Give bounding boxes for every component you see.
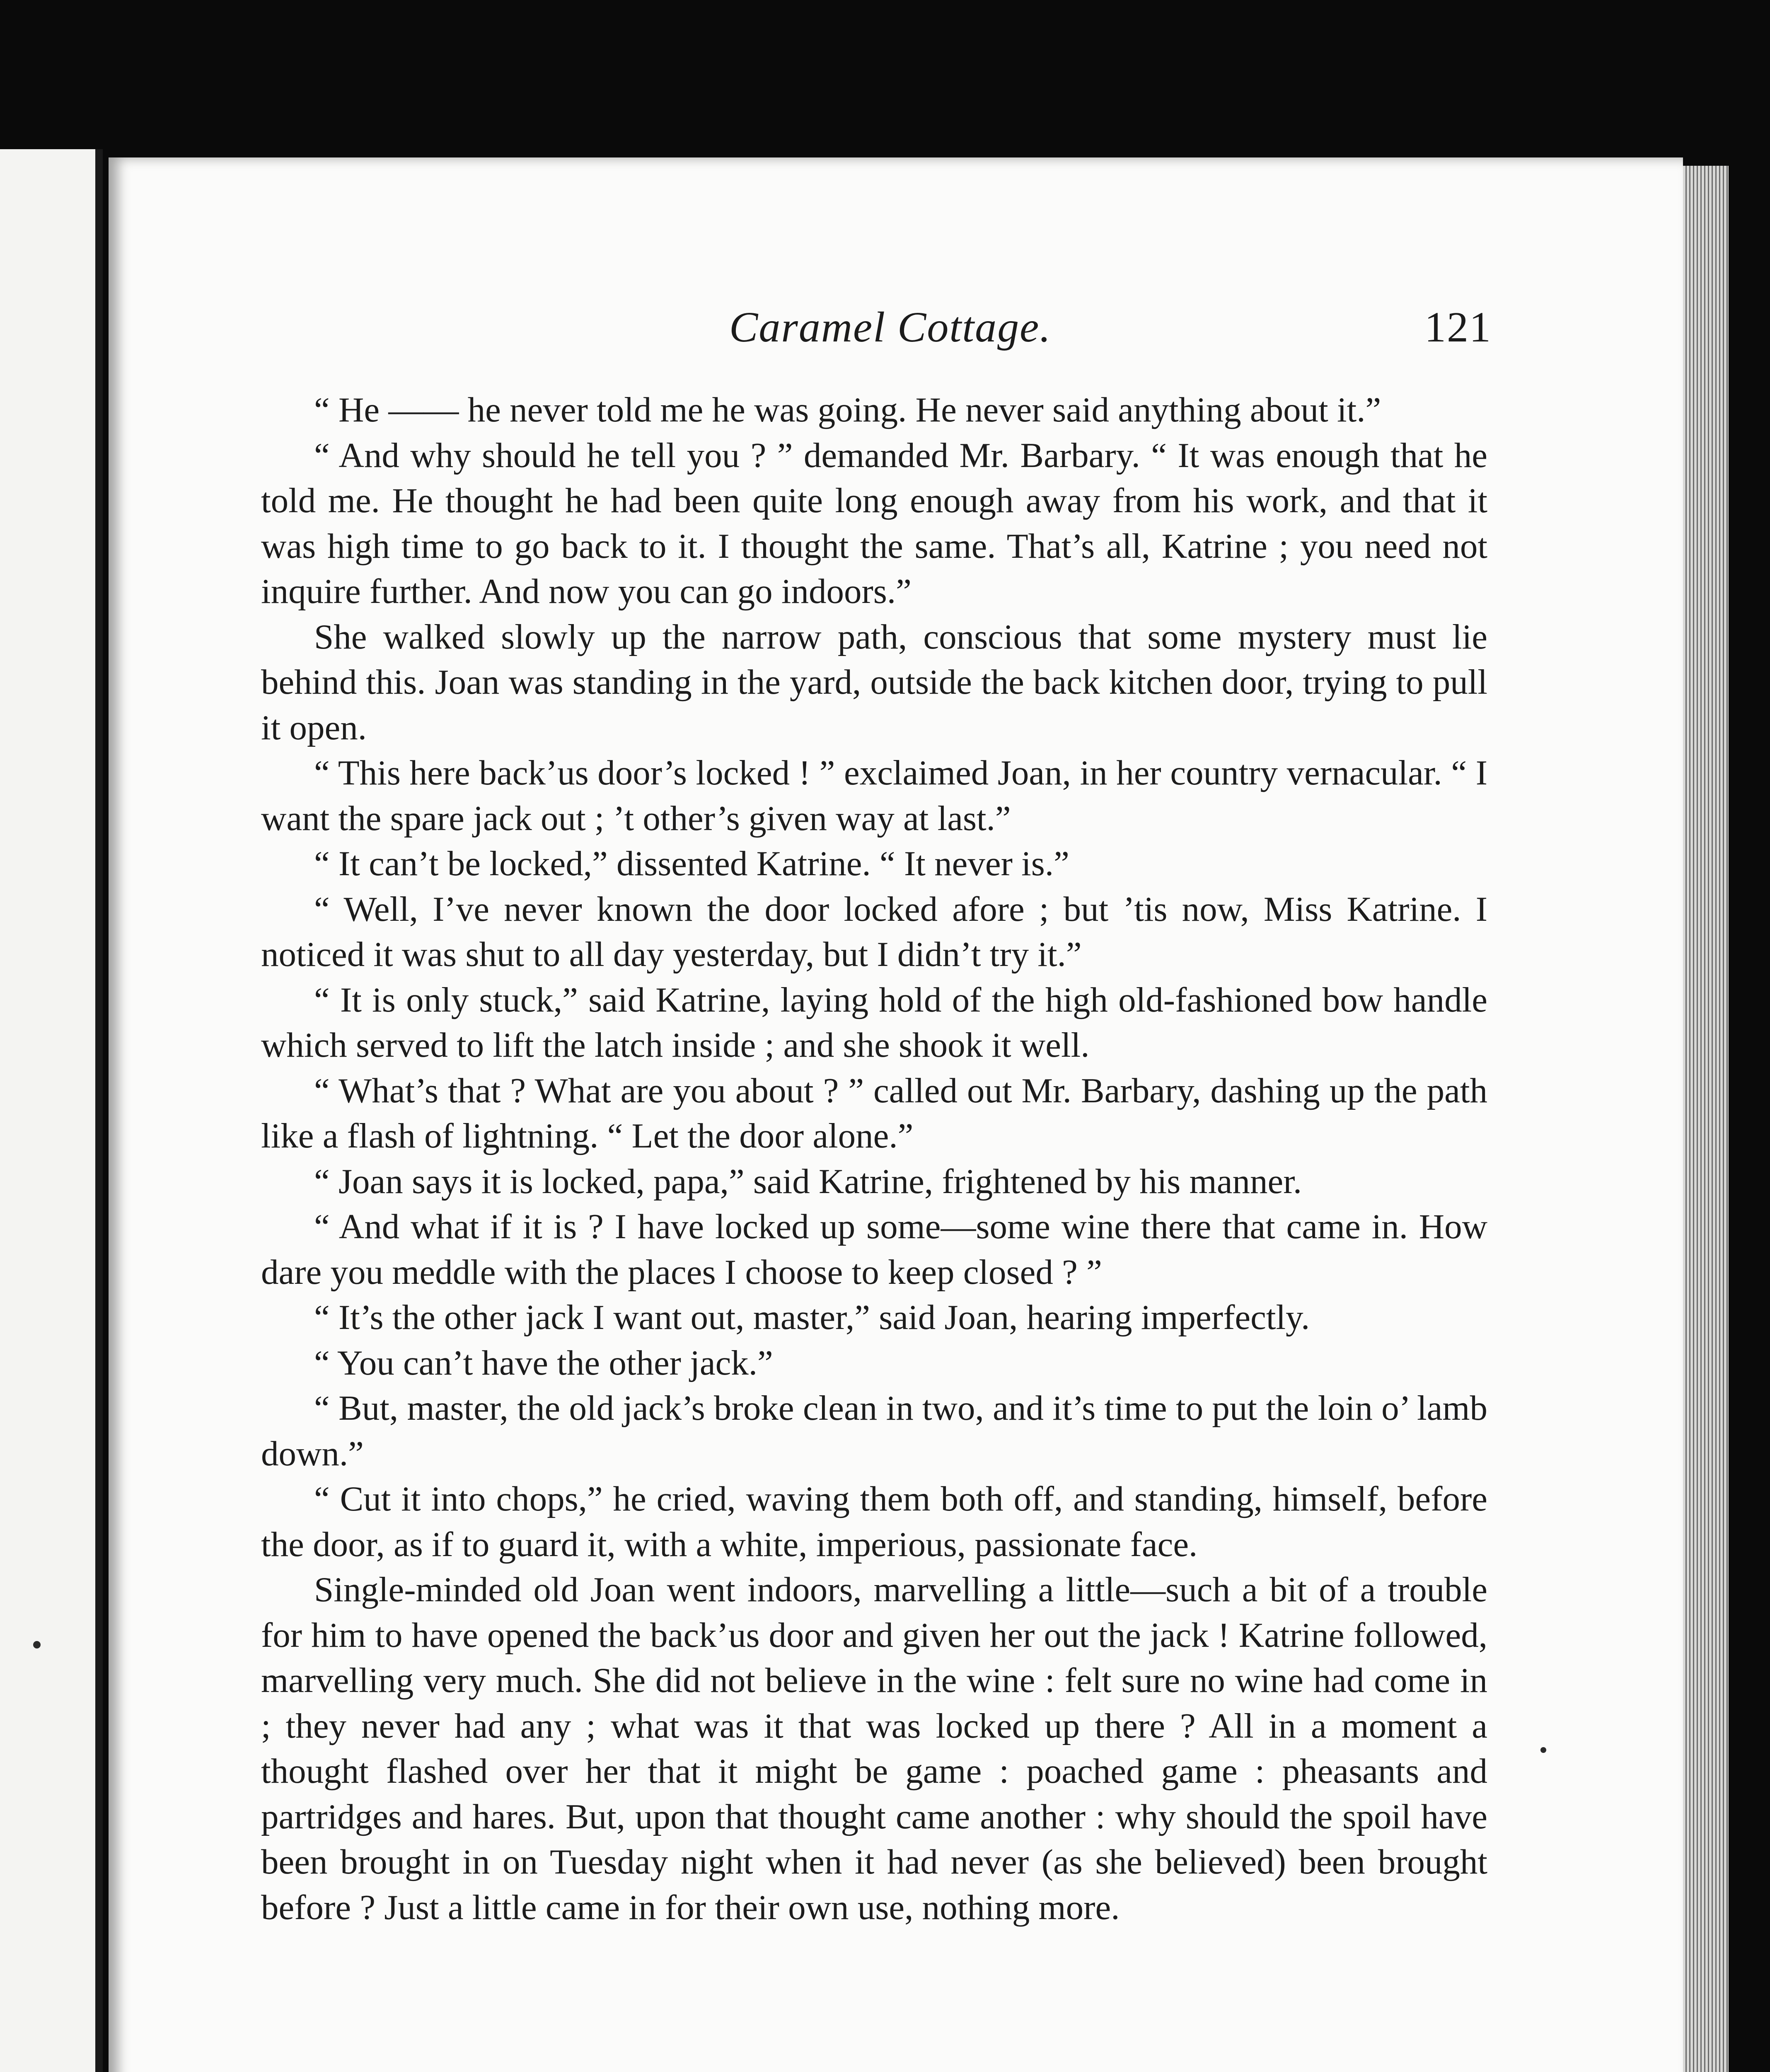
paragraph: “ He —— he never told me he was going. He never said anything about it.” — [314, 390, 1381, 429]
page-stack-edge — [1683, 166, 1729, 2072]
paragraph: She walked slowly up the narrow path, conscious that some mystery must lie behind this. Joan was standing in the yard, outside the back kitchen door, trying to pull it open. — [261, 617, 1487, 747]
paragraph: Single-minded old Joan went indoors, marvelling a little—such a bit of a trouble for him to have opened the back’us door and given her out the jack ! Katrine followed, marvelling very much. She did not believe in the wine : felt sure no wine had come in ; they never had any ; what was it that was locked up there ? All in a moment a thought flashed over her that it might be game : poached game : pheasants and partridges and hares. But, upon that thought came another : why should the spoil have been brought in on Tuesday night when it had never (as she believed) been brought before ? Just a little came in for their own use, nothing more. — [261, 1570, 1487, 1927]
facing-page-edge — [0, 149, 103, 2072]
paragraph: “ It’s the other jack I want out, master,” said Joan, hearing imperfectly. — [314, 1298, 1310, 1337]
body-text — [261, 387, 1487, 1930]
scan-speck — [33, 1641, 41, 1648]
page-number: 121 — [1424, 303, 1492, 351]
paragraph: “ Well, I’ve never known the door locked afore ; but ’tis now, Miss Katrine. I noticed it was shut to all day yesterday, but I didn’t try it.” — [261, 889, 1487, 974]
paragraph: “ What’s that ? What are you about ? ” called out Mr. Barbary, dashing up the path like a flash of lightning. “ Let the door alone.” — [261, 1071, 1487, 1155]
paragraph: “ And why should he tell you ? ” demanded Mr. Barbary. “ It was enough that he told me. He thought he had been quite long enough away from his work, and that it was high time to go back to it. I thought the same. That’s all, Katrine ; you need not inquire further. And now you can go indoors.” — [261, 436, 1487, 611]
paragraph: “ Joan says it is locked, papa,” said Katrine, frightened by his manner. — [314, 1162, 1302, 1201]
paragraph: “ This here back’us door’s locked ! ” exclaimed Joan, in her country vernacular. “ I want the spare jack out ; ’t other’s given way at last.” — [261, 753, 1487, 838]
paragraph: “ And what if it is ? I have locked up some—some wine there that came in. How dare you meddle with the places I choose to keep closed ? ” — [261, 1207, 1487, 1292]
paragraph: “ It is only stuck,” said Katrine, laying hold of the high old-fashioned bow handle which served to lift the latch inside ; and she shook it well. — [261, 980, 1487, 1065]
running-title: Caramel Cottage. — [729, 303, 1052, 351]
scan-speck — [1540, 1747, 1546, 1753]
paragraph: “ But, master, the old jack’s broke clean in two, and it’s time to put the loin o’ lamb down.” — [261, 1389, 1487, 1473]
running-header — [157, 303, 1492, 369]
paragraph: “ It can’t be locked,” dissented Katrine. “ It never is.” — [314, 844, 1069, 883]
paragraph: “ Cut it into chops,” he cried, waving them both off, and standing, himself, before the door, as if to guard it, with a white, imperious, passionate face. — [261, 1479, 1487, 1564]
paragraph: “ You can’t have the other jack.” — [314, 1343, 773, 1382]
